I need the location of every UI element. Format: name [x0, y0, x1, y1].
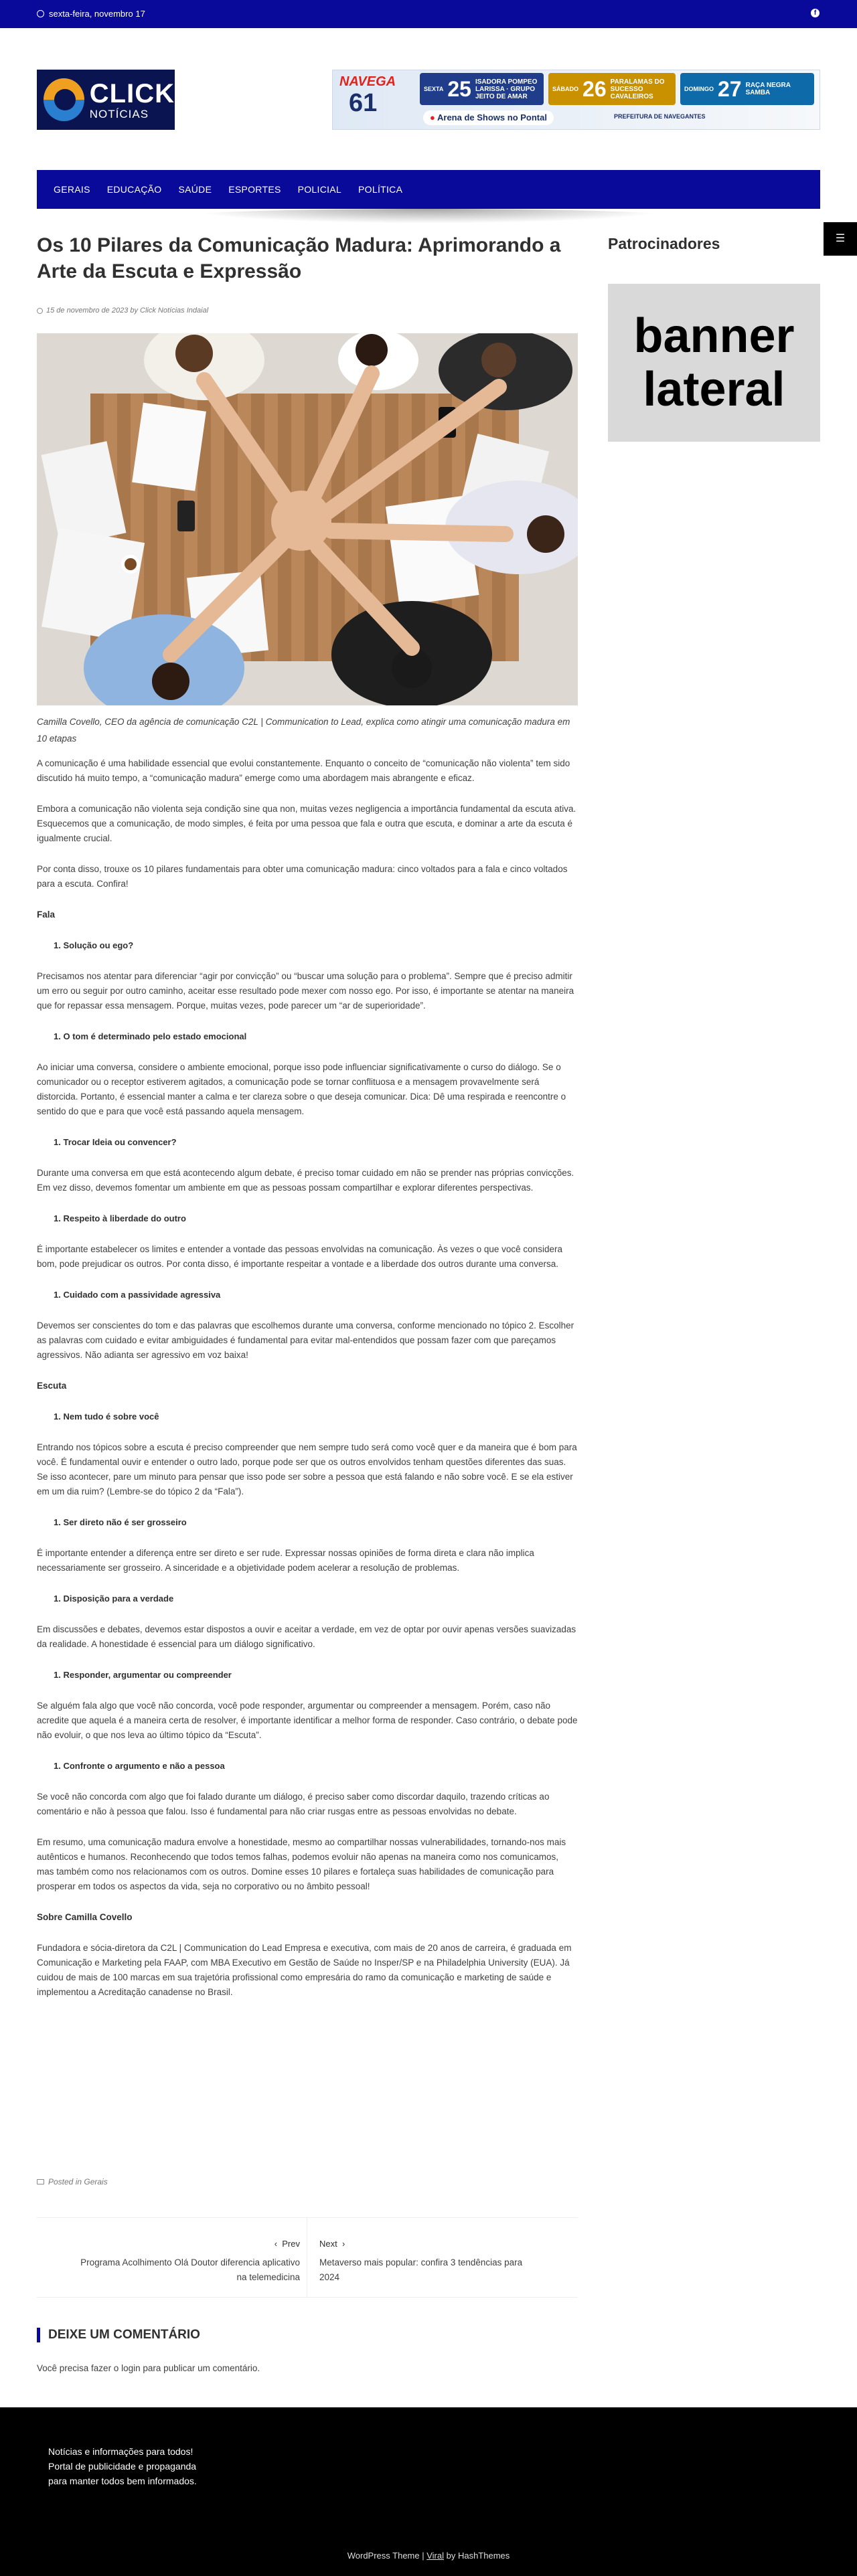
pillar-5-title-text: Cuidado com a passividade agressiva — [63, 1290, 221, 1300]
sidebar-banner-line1: banner — [633, 309, 795, 363]
ad-day-1-lines: ISADORA POMPEO LARISSA · GRUPO JEITO DE AMAR — [475, 78, 538, 100]
ad-day-2-number: 26 — [582, 76, 607, 101]
paragraph-1: A comunicação é uma habilidade essencial que evolui constantemente. Enquanto o conceito de “comunicação não violenta” tem sido discutido há muito tempo, a “comunicação madura” emerge como uma abordagem mais abrangente e eficaz. — [37, 758, 570, 783]
post-navigation — [37, 2217, 578, 2298]
location-pin-icon: ● — [430, 112, 435, 122]
top-bar — [0, 0, 857, 28]
chevron-left-icon: ‹ — [274, 2239, 278, 2249]
nav-item-politica[interactable]: POLÍTICA — [358, 184, 403, 195]
pillar-1-title-text: Solução ou ego? — [63, 940, 134, 950]
facebook-icon[interactable]: f — [811, 9, 820, 17]
paragraph-2: Embora a comunicação não violenta seja condição sine qua non, muitas vezes negligencia a importância fundamental da escuta ativa. Esquecemos que a comunicação, de modo simples, é feita por uma pessoa que fala e outra que escuta, e dominar a arte da escuta é igualmente crucial. — [37, 804, 576, 843]
ad-day-2-weekday: SÁBADO — [552, 85, 579, 92]
ad-day-3 — [680, 73, 814, 105]
pillar-10-title: 1. Confronte o argumento e não a pessoa — [54, 1761, 225, 1771]
next-post-title: Metaverso mais popular: confira 3 tendências para 2024 — [319, 2257, 523, 2282]
ad-day-2 — [548, 73, 676, 105]
prev-post-link[interactable] — [79, 2237, 300, 2285]
ad-venue — [423, 110, 554, 125]
article-title: Os 10 Pilares da Comunicação Madura: Aprimorando a Arte da Escuta e Expressão — [37, 234, 561, 282]
clock-icon — [37, 10, 44, 17]
comments-heading: DEIXE UM COMENTÁRIO — [37, 2328, 200, 2342]
footer-credit-pre: WordPress Theme | — [347, 2551, 427, 2561]
footer-credit — [0, 2551, 857, 2561]
section-heading-sobre: Sobre Camilla Covello — [37, 1912, 133, 1922]
sidebar-banner[interactable] — [608, 284, 820, 442]
pillar-2-title-text: O tom é determinado pelo estado emocional — [63, 1031, 247, 1041]
date-text: sexta-feira, novembro 17 — [49, 9, 145, 19]
pillar-9-text: Se alguém fala algo que você não concorda, você pode responder, argumentar ou compreender a mensagem. Porém, caso não acredite que aquela é a maneira certa de resolver, é importante identificar a melhor forma de responder. Caso contrário, o debate pode não evoluir, o que nos leva ao último tópico da “Escuta”. — [37, 1701, 578, 1740]
section-heading-escuta: Escuta — [37, 1381, 67, 1391]
paragraph-summary: Em resumo, uma comunicação madura envolve a honestidade, mesmo ao compartilhar nossas vulnerabilidades, tornando-nos mais autênticos e humanos. Reconhecendo que todos temos falhas, podemos evoluir não apenas na maneira como nos comunicamos, mas também como nos relacionamos com os outros. Domine esses 10 pilares e fortaleça suas habilidades de comunicação para prosperar em todos os aspectos da vida, seja no corporativo ou no âmbito pessoal! — [37, 1837, 566, 1891]
pillar-10-title-text: Confronte o argumento e não a pessoa — [63, 1761, 225, 1771]
pillar-9-title-text: Responder, argumentar ou compreender — [63, 1670, 232, 1680]
pillar-8-text: Em discussões e debates, devemos estar dispostos a ouvir e aceitar a verdade, em vez de optar por ouvir apenas versões suavizadas da realidade. A honestidade é essencial para um diálogo significativo. — [37, 1624, 576, 1649]
sidebar-banner-line2: lateral — [643, 363, 785, 416]
ad-day-1-weekday: SEXTA — [424, 85, 444, 92]
ad-sponsor: PREFEITURA DE NAVEGANTES — [614, 113, 706, 120]
prev-post-title: Programa Acolhimento Olá Doutor diferencia aplicativo na telemedicina — [80, 2257, 300, 2282]
pillar-3-title: 1. Trocar Ideia ou convencer? — [54, 1137, 177, 1147]
posted-in-text[interactable]: Posted in Gerais — [48, 2177, 108, 2186]
nav-item-saude[interactable]: SAÚDE — [178, 184, 212, 195]
prev-label-text: Prev — [282, 2239, 300, 2249]
nav-item-policial[interactable]: POLICIAL — [297, 184, 342, 195]
ad-brand-number: 61 — [349, 89, 378, 117]
ad-day-1-number: 25 — [447, 76, 471, 101]
ad-day-2-lines: PARALAMAS DO SUCESSO CAVALEIROS — [610, 78, 665, 100]
pillar-4-title-text: Respeito à liberdade do outro — [63, 1213, 186, 1223]
pillar-3-text: Durante uma conversa em que está acontecendo algum debate, é preciso tomar cuidado em não se prender nas próprias convicções. Em vez disso, devemos fomentar um ambiente em que as pessoas possam compartilhar e explorar diferentes perspectivas. — [37, 1168, 574, 1193]
author-bio: Fundadora e sócia-diretora da C2L | Communication do Lead Empresa e executiva, com mais de 20 anos de carreira, é graduada em Comunicação e Marketing pela FAAP, com MBA Executivo em Gestão de Saúde no Insper/SP e na Philadelphia University (EUA). Já cuidou de mais de 100 marcas em sua trajetória profissional como empresária do ramo da comunicação e marketing de saúde e implementou a Acreditação canadense no Brasil. — [37, 1943, 572, 1997]
pillar-3-title-text: Trocar Ideia ou convencer? — [63, 1137, 177, 1147]
pillar-1-text: Precisamos nos atentar para diferenciar “agir por convicção” ou “buscar uma solução para o problema”. Sempre que é preciso admitir um erro ou seguir por outro caminho, aceitar esse resultado pode mexer com nosso ego. Por isso, é importante se atentar na maneira que for repassar essa mensagem. Porque, muitas vezes, pode parecer um “ar de superioridade”. — [37, 971, 574, 1011]
ad-brand: NAVEGA — [339, 74, 396, 89]
site-logo[interactable] — [37, 70, 175, 130]
pillar-7-title: 1. Ser direto não é ser grosseiro — [54, 1517, 187, 1527]
nav-item-educacao[interactable]: EDUCAÇÃO — [106, 184, 162, 195]
nav-item-esportes[interactable]: ESPORTES — [228, 184, 281, 195]
pillar-5-text: Devemos ser conscientes do tom e das palavras que escolhemos durante uma conversa, conforme mencionado no tópico 2. Escolher as palavras com cuidado e evitar ambiguidades é fundamental para evitar mal-entendidos que possam fazer com que pareçamos agressivos. Não adianta ser agressivo em voz baixa! — [37, 1320, 574, 1360]
pillar-6-title-text: Nem tudo é sobre você — [63, 1411, 159, 1422]
nav-item-gerais[interactable]: GERAIS — [54, 184, 90, 195]
side-panel-toggle-icon[interactable]: ☰ — [824, 222, 857, 256]
footer-credit-post: by HashThemes — [444, 2551, 510, 2561]
pillar-7-text: É importante entender a diferença entre ser direto e ser rude. Expressar nossas opiniões de forma direta e clara não implica necessariamente ser grosseiro. A sinceridade e a objetividade podem acelerar a resolução de problemas. — [37, 1548, 534, 1573]
ad-day-3-weekday: DOMINGO — [684, 85, 714, 92]
logo-line1: CLICK — [89, 78, 175, 108]
pillar-1-title: 1. Solução ou ego? — [54, 940, 134, 950]
pillar-8-title-text: Disposição para a verdade — [63, 1594, 174, 1604]
ad-day-3-lines: RAÇA NEGRA SAMBA — [745, 82, 791, 96]
pillar-6-title: 1. Nem tudo é sobre você — [54, 1411, 159, 1422]
logo-mark-icon — [44, 78, 84, 121]
ad-day-1 — [420, 73, 544, 105]
next-post-link[interactable] — [319, 2237, 540, 2285]
pillar-8-title: 1. Disposição para a verdade — [54, 1594, 174, 1604]
header-ad-banner[interactable] — [332, 70, 820, 130]
footer-credit-link[interactable]: Viral — [426, 2551, 444, 2561]
logo-line2: NOTÍCIAS — [89, 107, 149, 120]
comments-login-note[interactable]: Você precisa fazer o login para publicar um comentário. — [37, 2363, 260, 2373]
nav-shadow — [184, 209, 673, 224]
article-hero-image — [37, 333, 578, 705]
pillar-10-text: Se você não concorda com algo que foi falado durante um diálogo, é preciso saber como discordar daquilo, trazendo críticas ao comentário e não à pessoa que falou. Isso é fundamental para não criar rusgas entre as pessoas envolvidas no debate. — [37, 1792, 550, 1816]
pillar-9-title: 1. Responder, argumentar ou compreender — [54, 1670, 232, 1680]
pillar-4-text: É importante estabelecer os limites e entender a vontade das pessoas envolvidas na comunicação. Às vezes o que você considera bom, pode prejudicar os outros. Por conta disso, é importante respeitar a vontade e a liberdade dos outros durante uma conversa. — [37, 1244, 562, 1269]
image-caption: Camilla Covello, CEO da agência de comunicação C2L | Communication to Lead, explica como atingir uma comunicação madura em 10 etapas — [37, 717, 570, 744]
prev-label — [79, 2237, 300, 2251]
posted-in — [37, 2177, 108, 2186]
clock-icon — [37, 308, 43, 314]
pillar-5-title: 1. Cuidado com a passividade agressiva — [54, 1290, 221, 1300]
ad-day-3-number: 27 — [718, 76, 742, 101]
pillar-6-text: Entrando nos tópicos sobre a escuta é preciso compreender que nem sempre tudo será como você quer e da maneira que é bom para você. É fundamental ouvir e entender o outro lado, porque pode ser que os outros envolvidos tenham questões diferentes das suas. Se isso acontecer, pare um minuto para pensar que isso pode ser sobre a pessoa que está falando e não sobre você. E se ela estiver em um dia ruim? (Lembre-se do tópico 2 da “Fala”). — [37, 1442, 577, 1496]
site-footer — [0, 2407, 857, 2576]
folder-icon — [37, 2179, 44, 2184]
chevron-right-icon: › — [341, 2239, 345, 2249]
team-hands-photo — [37, 333, 578, 705]
sidebar-title: Patrocinadores — [608, 235, 720, 252]
footer-about-text: Notícias e informações para todos! Portal de publicidade e propaganda para manter todos bem informados. — [48, 2446, 197, 2486]
pillar-2-title: 1. O tom é determinado pelo estado emocional — [54, 1031, 247, 1041]
article-meta — [37, 307, 208, 315]
section-heading-fala: Fala — [37, 910, 56, 920]
paragraph-3: Por conta disso, trouxe os 10 pilares fundamentais para obter uma comunicação madura: cinco voltados para a fala e cinco voltados para a escuta. Confira! — [37, 864, 568, 889]
article-meta-text: 15 de novembro de 2023 by Click Notícias Indaial — [46, 307, 209, 315]
pillar-2-text: Ao iniciar uma conversa, considere o ambiente emocional, porque isso pode influenciar significativamente o curso do diálogo. Se o comunicador ou o receptor estiverem agitados, a comunicação pode se tornar conflituosa e a mensagem provavelmente será distorcida. Portanto, é essencial manter a calma e ter clareza sobre o que deseja comunicar. Dica: Dê uma respirada e reencontre o sentido do que e para que você está passando aquela mensagem. — [37, 1062, 566, 1116]
article-body — [37, 756, 578, 2016]
ad-venue-text: Arena de Shows no Pontal — [437, 112, 547, 122]
main-navigation — [37, 170, 820, 209]
date-display — [37, 9, 145, 19]
next-label — [319, 2237, 540, 2251]
pillar-7-title-text: Ser direto não é ser grosseiro — [63, 1517, 187, 1527]
next-label-text: Next — [319, 2239, 337, 2249]
pillar-4-title: 1. Respeito à liberdade do outro — [54, 1213, 186, 1223]
